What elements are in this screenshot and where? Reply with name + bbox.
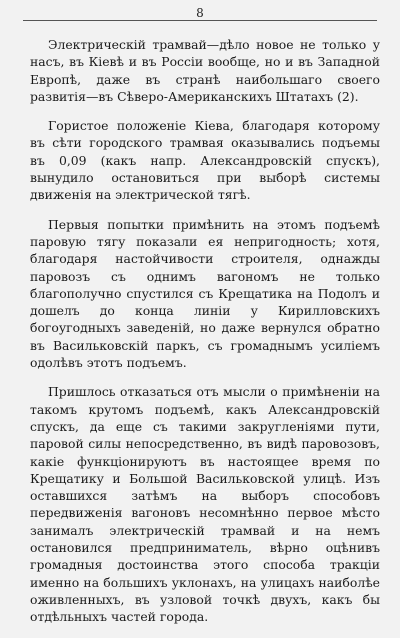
paragraph-2: Гористое положеніе Кіева, благодаря которому въ сѣти городского трамвая оказывались подъемы въ 0,09 (какъ напр. Александровскій спускъ), вынудило остановиться при выборѣ системы движенія на электрической тягѣ. bbox=[30, 118, 380, 203]
page-number: 8 bbox=[196, 6, 204, 20]
body-text bbox=[30, 36, 380, 638]
paragraph-1: Электрическій трамвай—дѣло новое не только у насъ, въ Кіевѣ и въ Россіи вообще, но и въ Западной Европѣ, даже въ странѣ наибольшаго своего развитія—въ Сѣверо-Американскихъ Штатахъ (2). bbox=[30, 37, 380, 104]
paragraph-4: Пришлось отказаться отъ мысли о примѣненіи на такомъ крутомъ подъемѣ, какъ Александровскій спускъ, да еще съ такими закругленіями пути, паровой силы непосредственно, въ видѣ паровозовъ, какіе функціонируютъ въ настоящее время по Крещатику и Большой Васильковской улицѣ. Изъ оставшихся затѣмъ на выборъ способовъ передвиженія вагоновъ несомнѣнно первое мѣсто занималъ электрическій трамвай и на немъ остановился предприниматель, вѣрно оцѣнивъ громадныя достоинства этого способа тракціи именно на большихъ уклонахъ, на улицахъ наиболѣе оживленныхъ, въ узловой точкѣ двухъ, какъ бы отдѣльныхъ частей города. bbox=[30, 384, 380, 625]
header-rule bbox=[23, 20, 377, 21]
paragraph-3: Первыя попытки примѣнить на этомъ подъемѣ паровую тягу показали ея непригодность; хотя, благодаря настойчивости строителя, однажды паровозъ съ однимъ вагономъ не только благополучно спустился съ Крещатика на Подолъ и дошелъ до конца линіи у Кирилловскихъ богоугодныхъ заведеній, но даже вернулся обратно въ Васильковскій паркъ, съ громаднымъ усиліемъ одолѣвъ этотъ подъемъ. bbox=[30, 216, 380, 371]
